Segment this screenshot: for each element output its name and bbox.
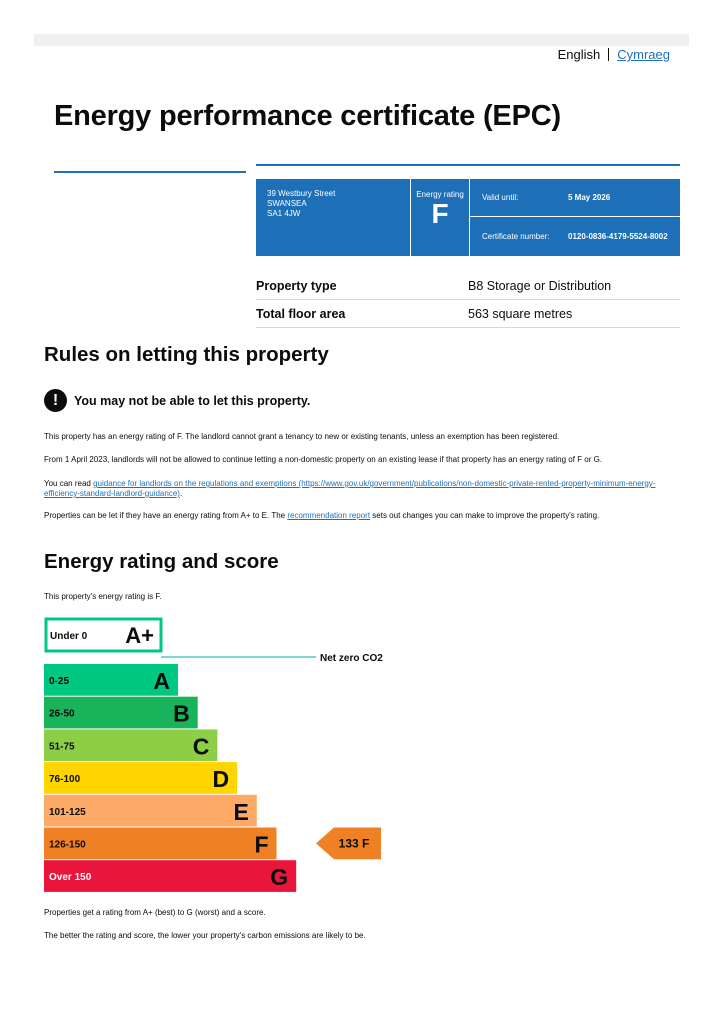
guidance-link[interactable]: guidance for landlords on the regulations and exemptions (https://www.gov.uk/government/publications/non-domestic-private-rented-property-minimum-energy-efficiency-standard-landlord-guidance): [44, 479, 656, 498]
certificate-number-value: 0120-0836-4179-5524-8002: [568, 231, 668, 241]
rating-footnote-2: The better the rating and score, the lower your property's carbon emissions are likely to be.: [44, 931, 366, 940]
band-letter: D: [212, 766, 230, 793]
paragraph-text: .: [179, 489, 183, 498]
valid-until-label: Valid until:: [482, 192, 519, 202]
band-letter: E: [233, 798, 249, 825]
band-range-label: Under 0: [50, 631, 88, 642]
valid-until-row: [470, 179, 680, 217]
band-letter: A+: [125, 623, 154, 648]
floor-area-label: Total floor area: [256, 306, 346, 321]
energy-rating-value: F: [431, 198, 449, 229]
lang-welsh-link[interactable]: Cymraeg: [617, 47, 670, 62]
title-rule-right: [256, 164, 680, 166]
certificate-number-label: Certificate number:: [482, 231, 550, 241]
floor-area-value: 563 square metres: [468, 306, 573, 321]
rules-paragraph-2: From 1 April 2023, landlords will not be allowed to continue letting a non-domestic property on an existing lease if that property has an energy rating of F or G.: [44, 455, 603, 464]
paragraph-text: sets out changes you can make to improve the property's rating.: [370, 511, 600, 520]
warning-icon: !: [44, 389, 67, 412]
band-letter: C: [192, 733, 210, 760]
band-range-label: 101-125: [49, 806, 86, 818]
table-row: [256, 300, 680, 328]
band-range-label: Over 150: [49, 872, 92, 884]
band-letter: G: [270, 864, 289, 891]
band-letter: F: [254, 831, 269, 858]
paragraph-text: Properties can be let if they have an energy rating from A+ to E. The: [44, 511, 288, 520]
certificate-details: [470, 179, 680, 256]
property-address: [256, 179, 411, 256]
lang-english: English: [557, 47, 601, 62]
net-zero-label: Net zero CO2: [320, 653, 383, 664]
page-title: Energy performance certificate (EPC): [54, 100, 561, 132]
band-letter: A: [153, 668, 170, 694]
lang-separator: [608, 48, 609, 61]
rating-heading: Energy rating and score: [44, 550, 279, 573]
band-range-label: 26-50: [49, 708, 75, 720]
top-bar: [34, 34, 689, 46]
table-row: [256, 272, 680, 300]
band-letter: B: [173, 700, 190, 727]
energy-rating-cell: [411, 179, 470, 256]
title-rule-left: [54, 171, 246, 173]
rating-intro: This property's energy rating is F.: [44, 592, 162, 601]
warning-text: You may not be able to let this property.: [74, 393, 311, 408]
rules-paragraph-3: [44, 479, 664, 499]
property-details-table: [256, 272, 680, 328]
energy-rating-chart: [0, 612, 723, 902]
rules-heading: Rules on letting this property: [44, 343, 329, 366]
band-range-label: 51-75: [49, 741, 75, 753]
certificate-summary: [256, 179, 680, 256]
band-range-label: 0-25: [49, 676, 70, 687]
address-line: 39 Westbury Street: [267, 189, 336, 198]
current-rating-label: 133 F: [338, 836, 370, 851]
address-line: SA1 4JW: [267, 209, 301, 218]
paragraph-text: You can read: [44, 479, 94, 488]
rules-paragraph-4: [44, 511, 674, 521]
band-range-label: 126-150: [49, 839, 86, 851]
band-range-label: 76-100: [49, 774, 81, 786]
warning-notice: [44, 389, 310, 412]
property-type-value: B8 Storage or Distribution: [468, 278, 612, 293]
rules-paragraph-1: This property has an energy rating of F. The landlord cannot grant a tenancy to new or existing tenants, unless an exemption has been registered.: [44, 432, 560, 441]
valid-until-value: 5 May 2026: [568, 192, 611, 202]
recommendation-report-link[interactable]: recommendation report: [287, 511, 371, 520]
address-line: SWANSEA: [267, 199, 307, 208]
property-type-label: Property type: [256, 278, 337, 293]
rating-footnote-1: Properties get a rating from A+ (best) to G (worst) and a score.: [44, 908, 266, 917]
energy-rating-label: Energy rating: [416, 190, 464, 199]
language-switcher: [558, 47, 670, 62]
certificate-number-row: [470, 217, 680, 256]
